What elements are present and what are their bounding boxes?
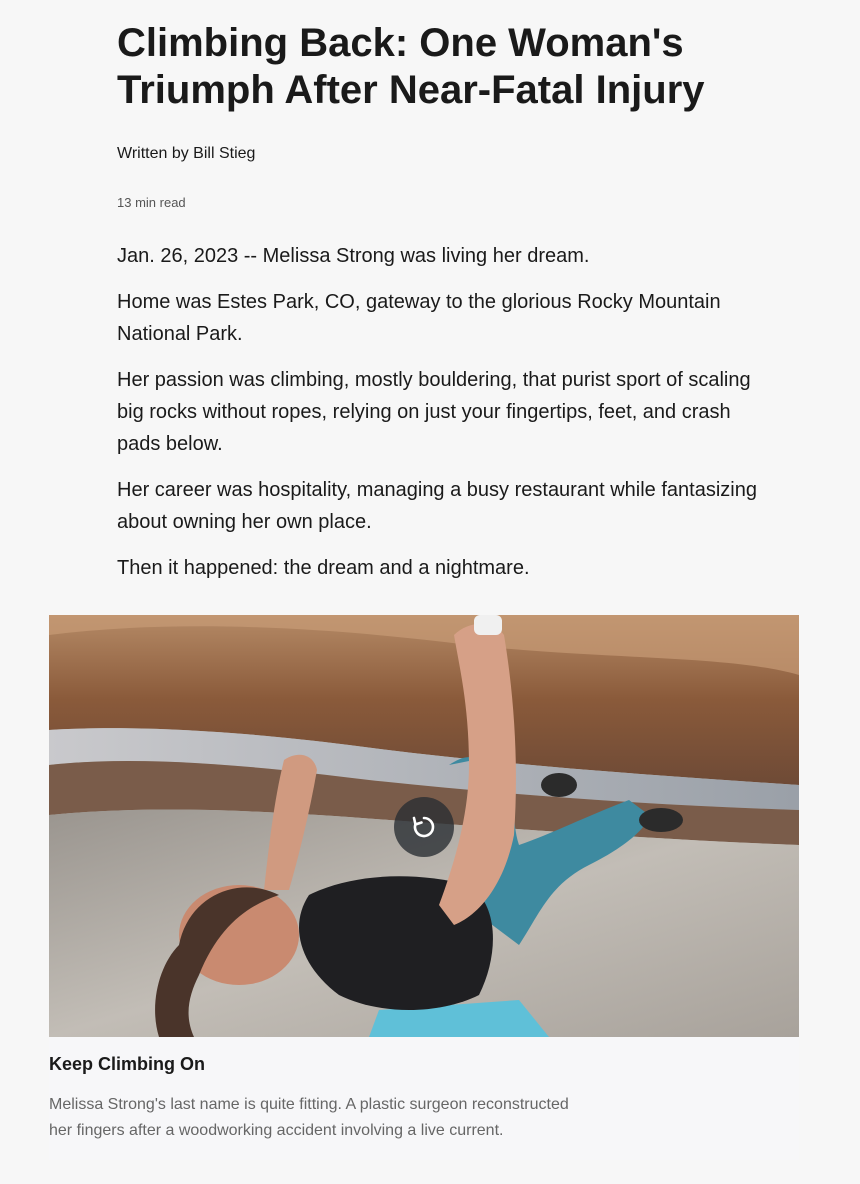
caption-text: Melissa Strong's last name is quite fitting. A plastic surgeon reconstructed her fingers after a woodworking accident involving a live current.	[49, 1096, 569, 1139]
paragraph: Then it happened: the dream and a nightmare.	[117, 557, 530, 579]
article-byline: Written by Bill Stieg	[117, 145, 256, 162]
paragraph: Her passion was climbing, mostly bouldering, that purist sport of scaling big rocks without ropes, relying on just your fingertips, feet, and crash pads below.	[117, 369, 751, 455]
read-time: 13 min read	[117, 195, 186, 210]
article-body	[117, 240, 767, 598]
paragraph: Jan. 26, 2023 -- Melissa Strong was living her dream.	[117, 245, 590, 267]
paragraph: Home was Estes Park, CO, gateway to the glorious Rocky Mountain National Park.	[117, 291, 721, 345]
climber-photo[interactable]	[49, 615, 799, 1037]
replay-button[interactable]	[394, 797, 454, 857]
replay-icon	[410, 813, 438, 841]
paragraph: Her career was hospitality, managing a busy restaurant while fantasizing about owning her own place.	[117, 479, 757, 533]
media-block	[49, 615, 799, 1160]
article-headline: Climbing Back: One Woman's Triumph After Near-Fatal Injury	[117, 21, 705, 112]
caption-title: Keep Climbing On	[49, 1054, 206, 1074]
